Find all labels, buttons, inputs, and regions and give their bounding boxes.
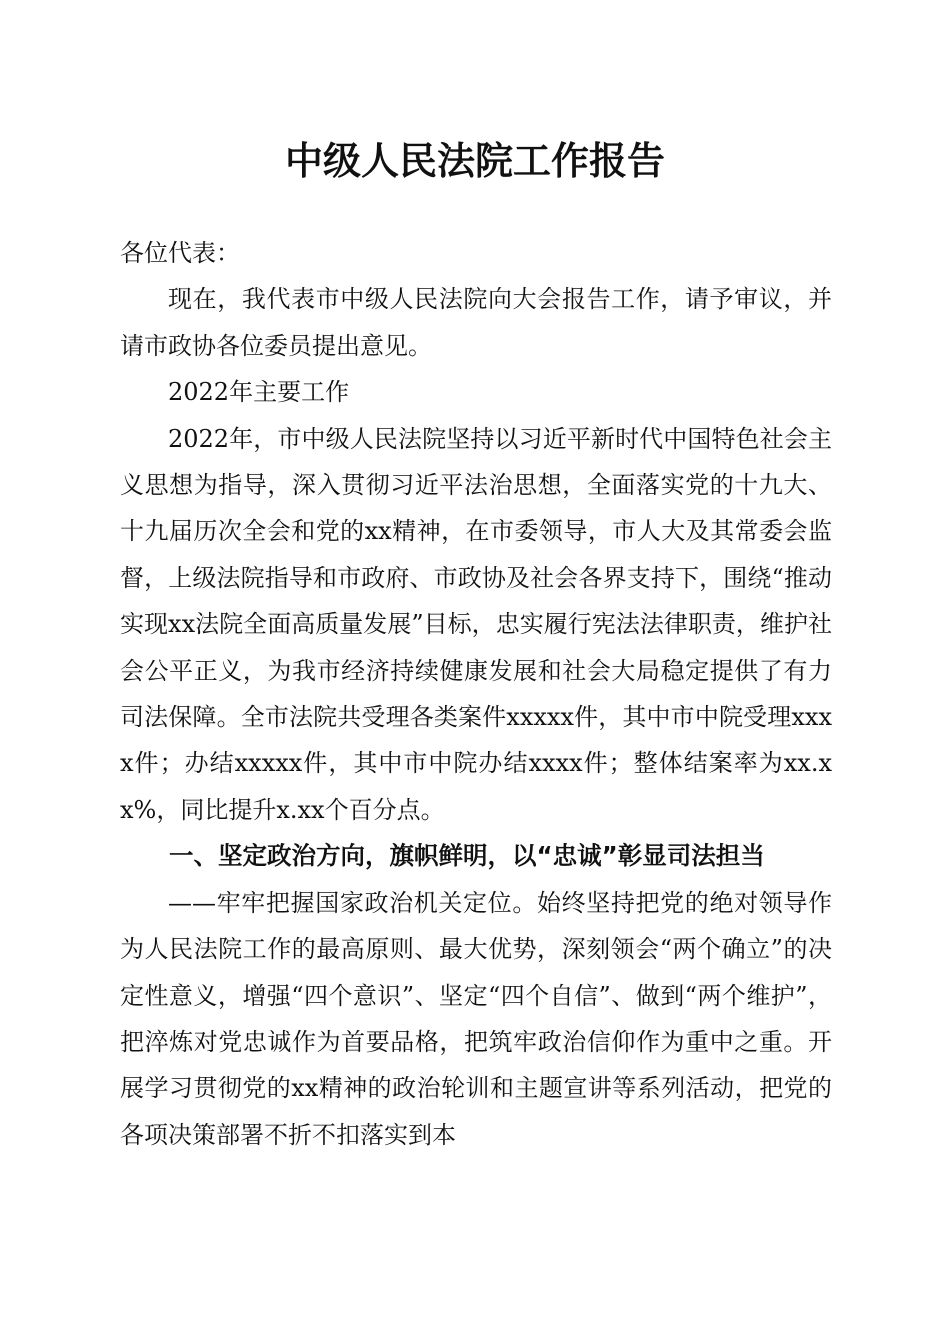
section-label: 2022年主要工作: [168, 378, 350, 407]
document-title: 中级人民法院工作报告: [284, 138, 665, 183]
summary-paragraph: 2022年，市中级人民法院坚持以习近平新时代中国特色社会主义思想为指导，深入贯彻习近平法治思想，全面落实党的十九大、十九届历次全会和党的xx精神，在市委领导，市人大及其常委会监督，上级法院指导和市政府、市政协及社会各界支持下，围绕“推动实现xx法院全面高质量发展”目标，忠实履行宪法法律职责，维护社会公平正义，为我市经济持续健康发展和社会大局稳定提供了有力司法保障。全市法院共受理各类案件xxxxx件，其中市中院受理xxxx件；办结xxxxx件，其中市中院办结xxxx件；整体结案率为xx.xx%，同比提升x.xx个百分点。: [120, 424, 832, 824]
item-paragraph-1: ——牢牢把握国家政治机关定位。始终坚持把党的绝对领导作为人民法院工作的最高原则、最大优势，深刻领会“两个确立”的决定性意义，增强“四个意识”、坚定“四个自信”、做到“两个维护”，把淬炼对党忠诚作为首要品格，把筑牢政治信仰作为重中之重。开展学习贯彻党的xx精神的政治轮训和主题宣讲等系列活动，把党的各项决策部署不折不扣落实到本: [120, 888, 832, 1149]
document-body: [120, 230, 832, 1158]
intro-paragraph: 现在，我代表市中级人民法院向大会报告工作，请予审议，并请市政协各位委员提出意见。: [120, 285, 832, 360]
salutation: 各位代表：: [120, 239, 240, 267]
section-heading-1: 一、坚定政治方向，旗帜鲜明，以“忠诚”彰显司法担当: [169, 841, 765, 871]
